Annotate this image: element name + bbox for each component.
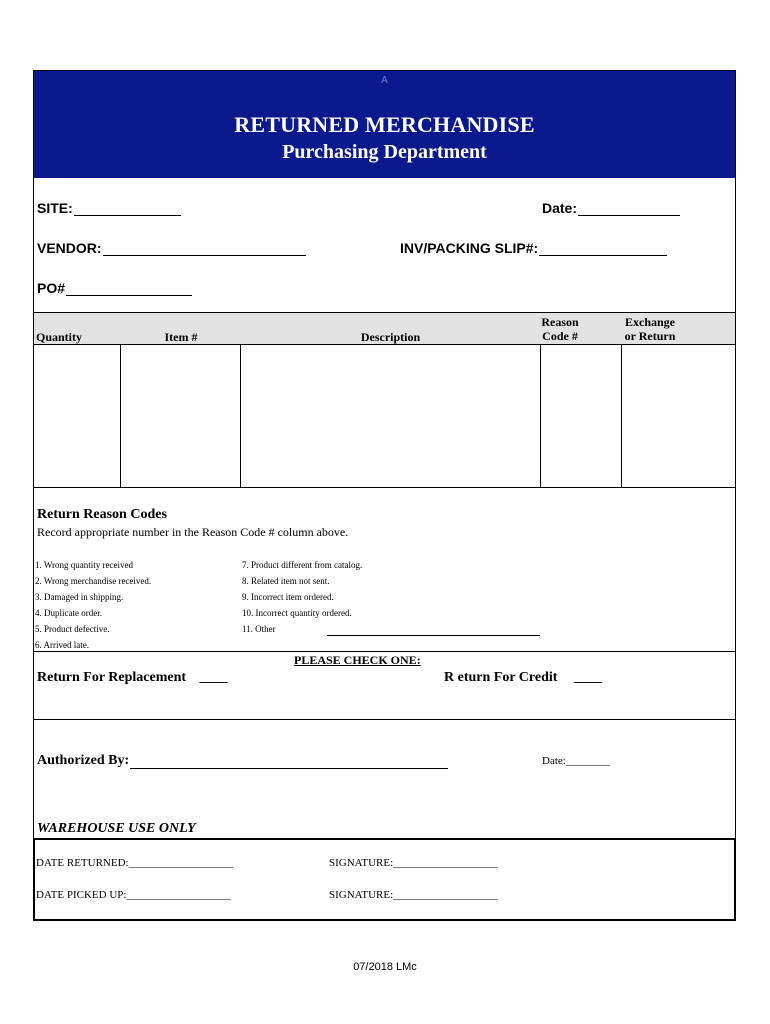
po-label: PO# [37, 280, 66, 296]
footer-revision: 07/2018 LMc [353, 961, 417, 973]
date-picked-up-field[interactable]: DATE PICKED UP:___________________ [36, 889, 231, 901]
return-for-credit[interactable] [444, 670, 602, 686]
reason-code-8: 8. Related item not sent. [242, 576, 330, 586]
credit-blank[interactable]: ____ [573, 670, 602, 685]
po-line [66, 282, 192, 296]
divider-check [34, 651, 735, 652]
warehouse-title: WAREHOUSE USE ONLY [37, 821, 196, 836]
reason-code-3: 3. Damaged in shipping. [35, 592, 124, 602]
col-quantity: Quantity [36, 330, 83, 344]
col-divider-2 [240, 345, 241, 488]
reason-code-5: 5. Product defective. [35, 624, 110, 634]
signature-returned-field[interactable]: SIGNATURE:___________________ [329, 857, 498, 869]
col-item: Item # [164, 330, 198, 344]
divider-auth [34, 719, 735, 720]
col-reason-code [530, 315, 590, 343]
site-label: SITE: [37, 200, 73, 216]
form-title: RETURNED MERCHANDISE [234, 112, 535, 137]
col-reason-line2: Code # [542, 329, 578, 343]
col-exchange-line1: Exchange [624, 315, 675, 329]
please-check-one: PLEASE CHECK ONE: [294, 653, 421, 667]
signature-picked-field[interactable]: SIGNATURE:___________________ [329, 889, 498, 901]
items-table-header [34, 312, 735, 345]
col-reason-line1: Reason [541, 315, 579, 329]
other-reason-line[interactable] [327, 635, 540, 636]
inv-slip-label: INV/PACKING SLIP#: [400, 240, 539, 256]
returned-merchandise-form [33, 70, 736, 920]
reason-codes-instructions: Record appropriate number in the Reason Code # column above. [37, 525, 349, 539]
date-returned-field[interactable]: DATE RETURNED:___________________ [36, 857, 234, 869]
table-bottom-line [34, 487, 735, 488]
reason-code-11: 11. Other [242, 624, 276, 634]
col-exchange [610, 315, 690, 343]
credit-label: R eturn For Credit [444, 670, 558, 685]
col-divider-3 [540, 345, 541, 488]
col-divider-4 [621, 345, 622, 488]
col-divider-1 [120, 345, 121, 488]
header-mark: A [381, 75, 388, 86]
inv-slip-field[interactable] [400, 240, 667, 256]
vendor-label: VENDOR: [37, 240, 102, 256]
return-for-replacement[interactable] [37, 670, 228, 686]
reason-code-2: 2. Wrong merchandise received. [35, 576, 152, 586]
authorized-by-label: Authorized By: [37, 753, 130, 768]
date-line [578, 202, 680, 216]
reason-code-6: 6. Arrived late. [35, 640, 89, 650]
replacement-blank[interactable]: ____ [199, 670, 228, 685]
reason-code-10: 10. Incorrect quantity ordered. [242, 608, 352, 618]
reason-code-9: 9. Incorrect item ordered. [242, 592, 334, 602]
col-description: Description [360, 330, 421, 344]
replacement-label: Return For Replacement [37, 670, 187, 685]
date-field[interactable] [542, 200, 680, 216]
inv-slip-line [539, 242, 667, 256]
form-header [34, 71, 735, 178]
reason-codes-title: Return Reason Codes [37, 507, 167, 522]
authorized-by-field[interactable] [37, 753, 448, 769]
reason-code-7: 7. Product different from catalog. [242, 560, 363, 570]
form-subtitle: Purchasing Department [282, 141, 487, 163]
reason-code-1: 1. Wrong quantity received [35, 560, 133, 570]
date-label: Date: [542, 200, 578, 216]
vendor-field[interactable] [37, 240, 306, 256]
col-exchange-line2: or Return [624, 329, 676, 343]
authorized-by-line [130, 753, 448, 769]
reason-code-4: 4. Duplicate order. [35, 608, 102, 618]
vendor-line [103, 242, 306, 256]
warehouse-box [33, 838, 736, 921]
site-field[interactable] [37, 200, 181, 216]
site-line [74, 202, 181, 216]
po-field[interactable] [37, 280, 192, 296]
authorized-date[interactable]: Date:________ [542, 755, 610, 767]
